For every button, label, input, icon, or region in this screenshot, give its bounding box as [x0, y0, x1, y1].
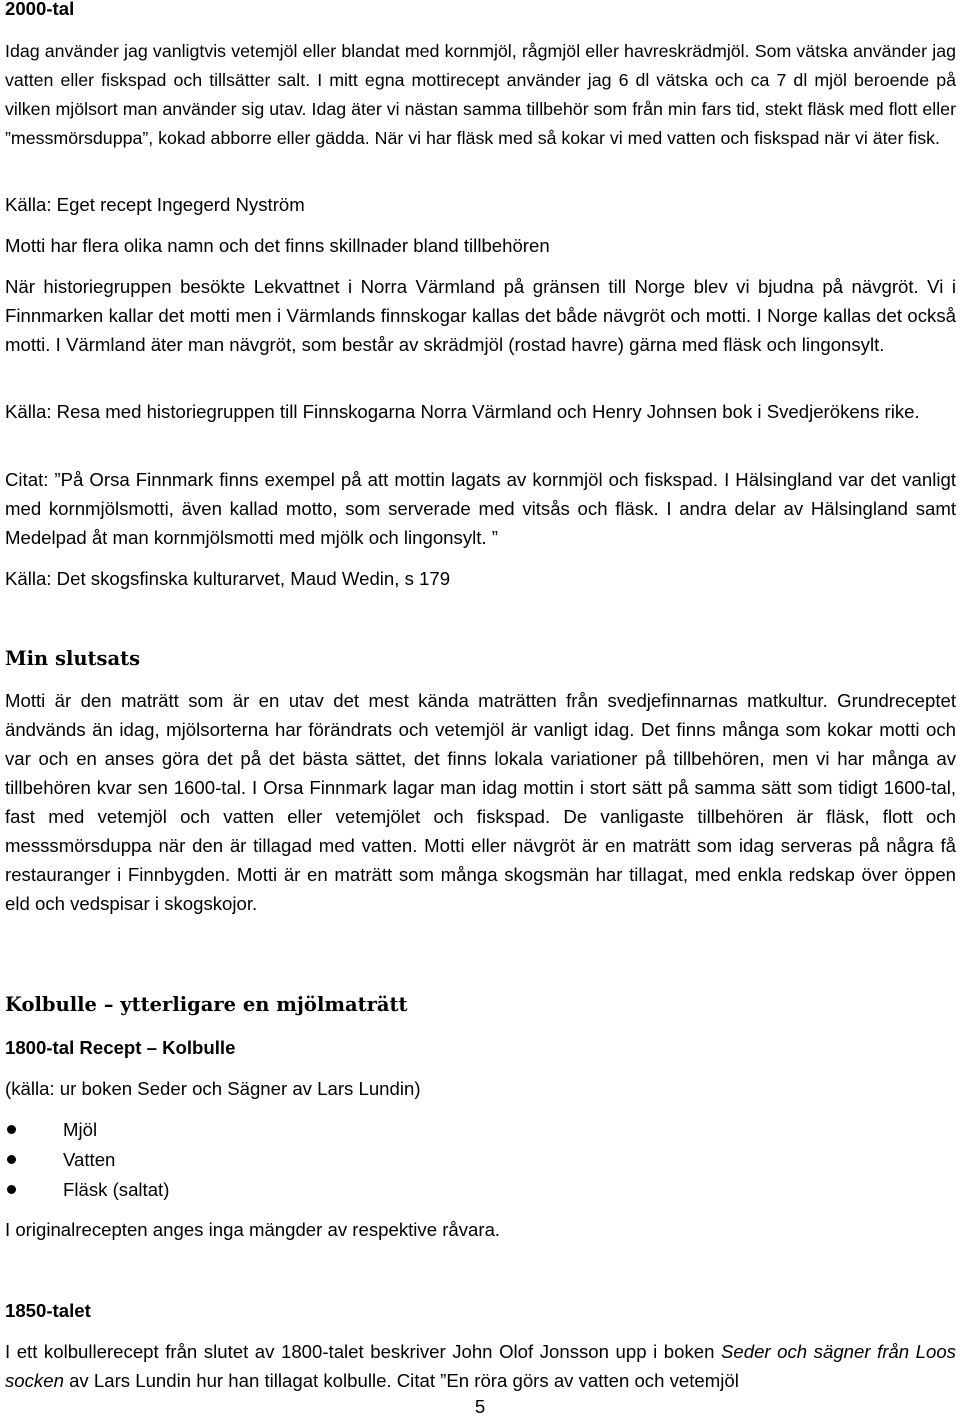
names-block — [5, 231, 956, 260]
ingredient-label: Vatten — [63, 1149, 116, 1170]
paragraph-2000-tal: Idag använder jag vanligtvis vetemjöl eller blandat med kornmjöl, rågmjöl eller havreskrädmjöl. Som vätska använder jag vatten eller fiskspad och tillsätter salt. I mitt egna mottirecept använder jag 6 dl vätska och ca 7 dl mjöl beroende på vilken mjölsort man använder sig utav. Idag äter vi nästan samma tillbehör som från min fars tid, stekt fläsk med flott eller ”messmörsduppa”, kokad abborre eller gädda. När vi har fläsk med så kokar vi med vatten och fiskspad när vi äter fisk. — [5, 41, 956, 148]
ingredient-list-block — [5, 1115, 956, 1205]
bullet-icon — [7, 1125, 16, 1134]
source-block-1 — [5, 190, 956, 219]
source-line-2: Källa: Resa med historiegruppen till Finnskogarna Norra Värmland och Henry Johnsen bok i Svedjerökens rike. — [5, 401, 920, 422]
lekvattnet-block — [5, 272, 956, 359]
section-2000-tal — [5, 0, 956, 20]
conclusion-paragraph: Motti är den maträtt som är en utav det mest kända maträtten från svedjefinnarnas matkultur. Grundreceptet ändvänds än idag, mjölsorterna har förändrats och vetemjöl är vanligt idag. Det finns många som kokar motti och var och en anses göra det på det bästa sättet, det finns lokala variationer på tillbehören, men vi har många av tillbehören kvar sen 1600-tal. I Orsa Finnmark lagar man idag mottin i stort sätt på samma sätt som tidigt 1600-tal, fast med vetemjöl och vatten eller vetemjölet och fiskspad. De vanligaste tillbehören är fläsk, flott och messsmörsduppa när den är tillagad med vatten. Motti eller nävgröt är en maträtt som idag serveras på några få restauranger i Finnbygden. Motti är en maträtt som många skogsmän har tillagat, med enkla redskap över öppen eld och vedspisar i skogskojor. — [5, 690, 956, 914]
text-after-title: av Lars Lundin hur han tillagat kolbulle. Citat ”En röra görs av vatten och vetemjöl — [63, 1370, 739, 1391]
section-2000-paragraph — [5, 37, 956, 153]
section-1850-heading-block — [5, 1296, 956, 1325]
ingredient-label: Mjöl — [63, 1119, 98, 1140]
page-number: 5 — [474, 1396, 486, 1417]
recipe-source-block — [5, 1074, 956, 1103]
paragraph-lekvattnet: När historiegruppen besökte Lekvattnet i Norra Värmland på gränsen till Norge blev vi bjudna på nävgröt. Vi i Finnmarken kallar det motti men i Värmlands finnskogar kallas det både nävgröt och motti. I Norge kallas det också motti. I Värmland äter man nävgröt, som består av skrädmjöl (rostad havre) gärna med fläsk och lingonsylt. — [5, 276, 956, 355]
paragraph-1850 — [5, 1337, 956, 1395]
text-before-title: I ett kolbullerecept från slutet av 1800-talet beskriver John Olof Jonsson upp i boken — [5, 1341, 721, 1362]
recipe-note: I originalrecepten anges inga mängder av respektive råvara. — [5, 1219, 501, 1240]
quote-paragraph: Citat: ”På Orsa Finnmark finns exempel på att mottin lagats av kornmjöl och fiskspad. I Hälsingland var det vanligt med kornmjölsmotti, även kallad motto, som serverade med vitsås och fläsk. I andra delar av Hälsingland samt Medelpad åt man kornmjölsmotti med mjölk och lingonsylt. ” — [5, 469, 956, 548]
kolbulle-heading: Kolbulle – ytterligare en mjölmaträtt — [5, 993, 408, 1016]
ingredient-list — [5, 1115, 956, 1205]
names-line: Motti har flera olika namn och det finns skillnader bland tillbehören — [5, 235, 550, 256]
section-1850-block — [5, 1337, 956, 1395]
list-item — [5, 1115, 956, 1145]
bullet-icon — [7, 1185, 16, 1194]
conclusion-heading-block — [5, 647, 956, 670]
source-block-3 — [5, 564, 956, 593]
recipe-source: (källa: ur boken Seder och Sägner av Lars Lundin) — [5, 1078, 421, 1099]
source-line-3: Källa: Det skogsfinska kulturarvet, Maud Wedin, s 179 — [5, 568, 451, 589]
source-block-2 — [5, 397, 956, 426]
section-heading-2000-tal: 2000-tal — [5, 0, 75, 19]
list-item — [5, 1145, 956, 1175]
recipe-heading: 1800-tal Recept – Kolbulle — [5, 1037, 236, 1058]
list-item — [5, 1175, 956, 1205]
recipe-note-block — [5, 1215, 956, 1244]
source-line-1: Källa: Eget recept Ingegerd Nyström — [5, 194, 305, 215]
conclusion-block — [5, 686, 956, 918]
book-title: Seder och sägner från Loos socken — [5, 1341, 956, 1391]
conclusion-heading: Min slutsats — [5, 647, 141, 670]
section-heading-1850: 1850-talet — [5, 1300, 91, 1321]
ingredient-label: Fläsk (saltat) — [63, 1179, 170, 1200]
bullet-icon — [7, 1155, 16, 1164]
quote-block — [5, 465, 956, 552]
kolbulle-heading-block — [5, 993, 956, 1016]
recipe-heading-block — [5, 1033, 956, 1062]
